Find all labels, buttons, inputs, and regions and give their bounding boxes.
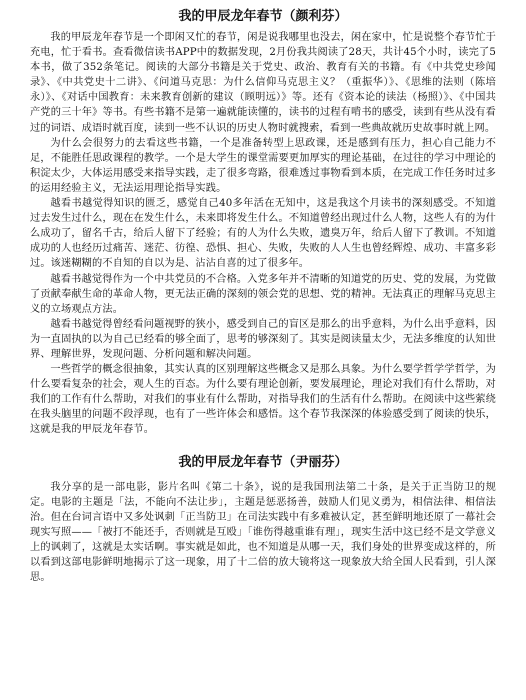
article-2-title [30,454,496,472]
article-1-title [30,8,496,26]
article-2-author: （尹丽芬） [282,454,348,470]
article-divider-space [30,438,496,454]
article-1-author: （颜利芬） [282,9,348,24]
article-1-paragraph-2: 为什么会很努力的去看这些书籍，一个是准备转型上思政课，还是感到有压力，担心自己能力不足，不能胜任思政课程的教学。一个是大学生的课堂需要更加厚实的理论基础，在过往的学习中理论的积淀太少，大体运用感受来指导实践，走了很多弯路，很难透过事物看到本质，在完成工作任务时过多的运用经验主义，无法运用理论指导实践。 [30,137,496,194]
article-1-paragraph-5: 越看书越觉得曾经看问题视野的狭小，感受到自己的盲区是那么的出乎意料，为什么出乎意料，因为一直固执的以为自己已经看的够全面了，思考的够深刻了。其实是阅读量太少，无法多维度的认知世界、理解世界，发现问题、分析问题和解决问题。 [30,318,496,360]
article-1-paragraph-6: 一些哲学的概念很抽象，其实认真的区别理解这些概念又是那么具象。为什么要学哲学学哲学，为什么要看复杂的社会，观人生的百态。为什么要有理论创新，要发展理论，理论对我们有什么帮助，对我们的工作有什么帮助，对我们的事业有什么帮助，对指导我们的生活有什么帮助。在阅读中这些萦绕在我头脑里的问题不段浮现，也有了一些许体会和感悟。这个春节我深深的体验感受到了阅读的快乐，这就是我的甲辰龙年春节。 [30,364,496,436]
article-1-paragraph-3: 越看书越觉得知识的匮乏，感觉自己40多年活在无知中，这是我这个月读书的深刻感受。不知道过去发生过什么，现在在发生什么，未来即将发生什么。不知道曾经出现过什么人物，这些人有的为什么成功了，留名千古，给后人留下了经验；有的人为什么失败，遗臭万年，给后人留下了教训。不知道成功的人也经历过痛苦、迷茫、彷徨、恐惧、担心、失败，失败的人人生也曾经辉煌、成功、丰富多彩过。该迷糊糊的不自知的自以为是、沾沾自喜的过了很多年。 [30,198,496,270]
article-2-title-text: 我的甲辰龙年春节 [178,454,283,470]
article-1-paragraph-4: 越看书越觉得作为一个中共党员的不合格。入党多年并不清晰的知道党的历史、党的发展，为党做了贡献奉献生命的革命人物，更无法正确的深刻的领会党的思想、党的精神。无法真正的理解马克思主义的立场观点方法。 [30,273,496,315]
article-1-paragraph-1: 我的甲辰龙年春节是一个即闲又忙的春节，闲是说我哪里也没去，闲在家中，忙是说整个春节忙于充电，忙于看书。查看微信读书APP中的数据发现，2月份我共阅读了28天，共计45个小时，读完了5本书，做了352条笔记。阅读的大部分书籍是关于党史、政治、教育有关的书籍。有《中共党史珍闻录》、《中共党史十二讲》、《问道马克思：为什么信仰马克思主义？（重振华）》、《思维的法则（陈培永）》、《对话中国教育：未来教育创新的建议（顾明远）》等。还有《资本论的读法（杨照）》、《中国共产党的三十年》等书。有些书籍不是第一遍就能读懂的，读书的过程有啃书的感受，读到有些从没有看过的词语、成语时就百度，读到一些不认识的历史人物时就搜索，看到一些典故就历史故事时就上网。 [30,32,496,134]
article-1-title-text: 我的甲辰龙年春节 [178,9,283,24]
article-2-paragraph-1: 我分享的是一部电影，影片名叫《第二十条》，说的是我国刑法第二十条，是关于正当防卫的规定。电影的主题是「法，不能向不法让步」，主题是惩恶扬善，鼓励人们见义勇为，相信法律、相信法治。但在台词言语中又多处讽刺「正当防卫」在司法实践中有多难被认定，甚至鲜明地还原了一幕社会现实写照——「被打不能还手，否则就是互殴」「谁伤得越重谁有理」，现实生活中这已经不是文学意义上的讽刺了，这就是太实话啊。事实就是如此，也不知道是从哪一天，我们身处的世界变成这样的，所以看到这部电影鲜明地揭示了这一现象，用了十二倍的放大镜将这一现象放大给全国人民看到，引人深思。 [30,481,496,584]
